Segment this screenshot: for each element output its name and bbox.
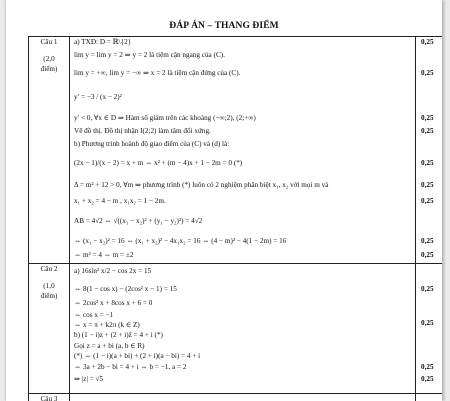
solution-line: lim y = +∞, lim y = −∞ ⇒ x = 2 là tiệm cận đứng của (C). [74, 69, 241, 77]
solution-line: y′ = −3 / (x − 2)² [74, 93, 122, 101]
solution-cell [70, 394, 416, 401]
weight-line-1: (1,0 [43, 281, 55, 290]
score: 0,25 [421, 237, 434, 245]
solution-line: ⇔ 3a + 2b − bi = 4 + i ⇔ b = −1, a = 2 [74, 363, 187, 371]
solution-line: (*) ⇔ (1 − i)(a + bi) + (2 + i)(a − bi) = 4 + i [74, 352, 201, 360]
solution-line: Δ = m² + 12 > 0, ∀m ⇒ phương trình (*) luôn có 2 nghiệm phân biệt x₁, x₂ với mọi m và [74, 181, 329, 189]
solution-line: lim y = lim y = 2 ⇒ y = 2 là tiệm cận ngang của (C). [74, 51, 225, 59]
score: 0,25 [421, 181, 434, 189]
question-label: Câu 3 [40, 395, 58, 401]
page-title: ĐÁP ÁN – THANG ĐIỂM [169, 21, 279, 31]
question-cell [29, 264, 70, 394]
weight-line-1: (2,0 [43, 54, 55, 63]
solution-line: AB = 4√2 ⇔ √((x₁ − x₂)² + (y₁ − y₂)²) = 4√2 [74, 217, 203, 225]
solution-line: b) (1 − i)z + (2 + i)z̄ = 4 + i (*) [74, 331, 163, 339]
weight-line-2: điểm) [40, 65, 58, 74]
score: 0,25 [421, 38, 434, 46]
points-cell [416, 37, 443, 264]
solution-line: Gọi z = a + bi (a, b ∈ R) [74, 342, 145, 350]
solution-line: x₁ + x₂ = 4 − m , x₁x₂ = 1 − 2m. [74, 197, 166, 205]
solution-line: ⇔ cos x = −1 [74, 311, 114, 319]
points-cell [416, 394, 443, 401]
score: 0,25 [421, 375, 434, 383]
solution-line: ⇔ 2cos² x + 8cos x + 6 = 0 [74, 299, 153, 307]
points-cell [416, 264, 443, 394]
solution-line: ⇔ x = π + k2π (k ∈ Z) [74, 321, 140, 329]
solution-line: (2x − 1)/(x − 2) = x + m ⇔ x² + (m − 4)x + 1 − 2m = 0 (*) [74, 159, 243, 167]
document-page [6, 0, 442, 401]
answer-table [28, 36, 442, 401]
score: 0,25 [421, 197, 434, 205]
score: 0,25 [421, 251, 434, 259]
score: 0,25 [421, 69, 434, 77]
score: 0,25 [421, 114, 434, 122]
solution-line: ⇒ |z| = √5 [74, 375, 104, 383]
score: 0,25 [421, 285, 434, 293]
table-row-cau-1 [29, 37, 443, 264]
table-row-cau-3 [29, 394, 443, 401]
solution-line: y′ < 0, ∀x ∈ D ⇒ Hàm số giảm trên các khoảng (−∞;2), (2;+∞) [74, 114, 256, 122]
score: 0,25 [421, 159, 434, 167]
solution-cell [70, 264, 416, 394]
table-row-cau-2 [29, 264, 443, 394]
solution-line: a) 16sin² x/2 − cos 2x = 15 [74, 267, 152, 275]
solution-line: b) Phương trình hoành độ giao điểm của (C) và (d) là: [74, 140, 230, 148]
solution-line: ⇔ (x₁ − x₂)² = 16 ⇔ (x₁ + x₂)² − 4x₁x₂ = 16 ⇔ (4 − m)² − 4(1 − 2m) = 16 [74, 237, 287, 245]
score: 0,25 [421, 127, 434, 135]
weight-line-2: điểm) [40, 292, 58, 301]
solution-line: ⇔ 8(1 − cos x) − (2cos² x − 1) = 15 [74, 285, 177, 293]
question-label: Câu 1 [40, 38, 58, 46]
question-label: Câu 2 [40, 265, 58, 273]
solution-line: a) TXĐ: D = ℝ\{2} [74, 38, 132, 46]
score: 0,25 [421, 319, 434, 327]
score: 0,25 [421, 363, 434, 371]
solution-cell [70, 37, 416, 264]
solution-line: ⇔ m² = 4 ⇔ m = ±2 [74, 251, 134, 259]
question-cell [29, 37, 70, 264]
solution-line: Vẽ đồ thị. Đồ thị nhận I(2;2) làm tâm đối xứng. [74, 127, 211, 135]
question-cell [29, 394, 70, 401]
